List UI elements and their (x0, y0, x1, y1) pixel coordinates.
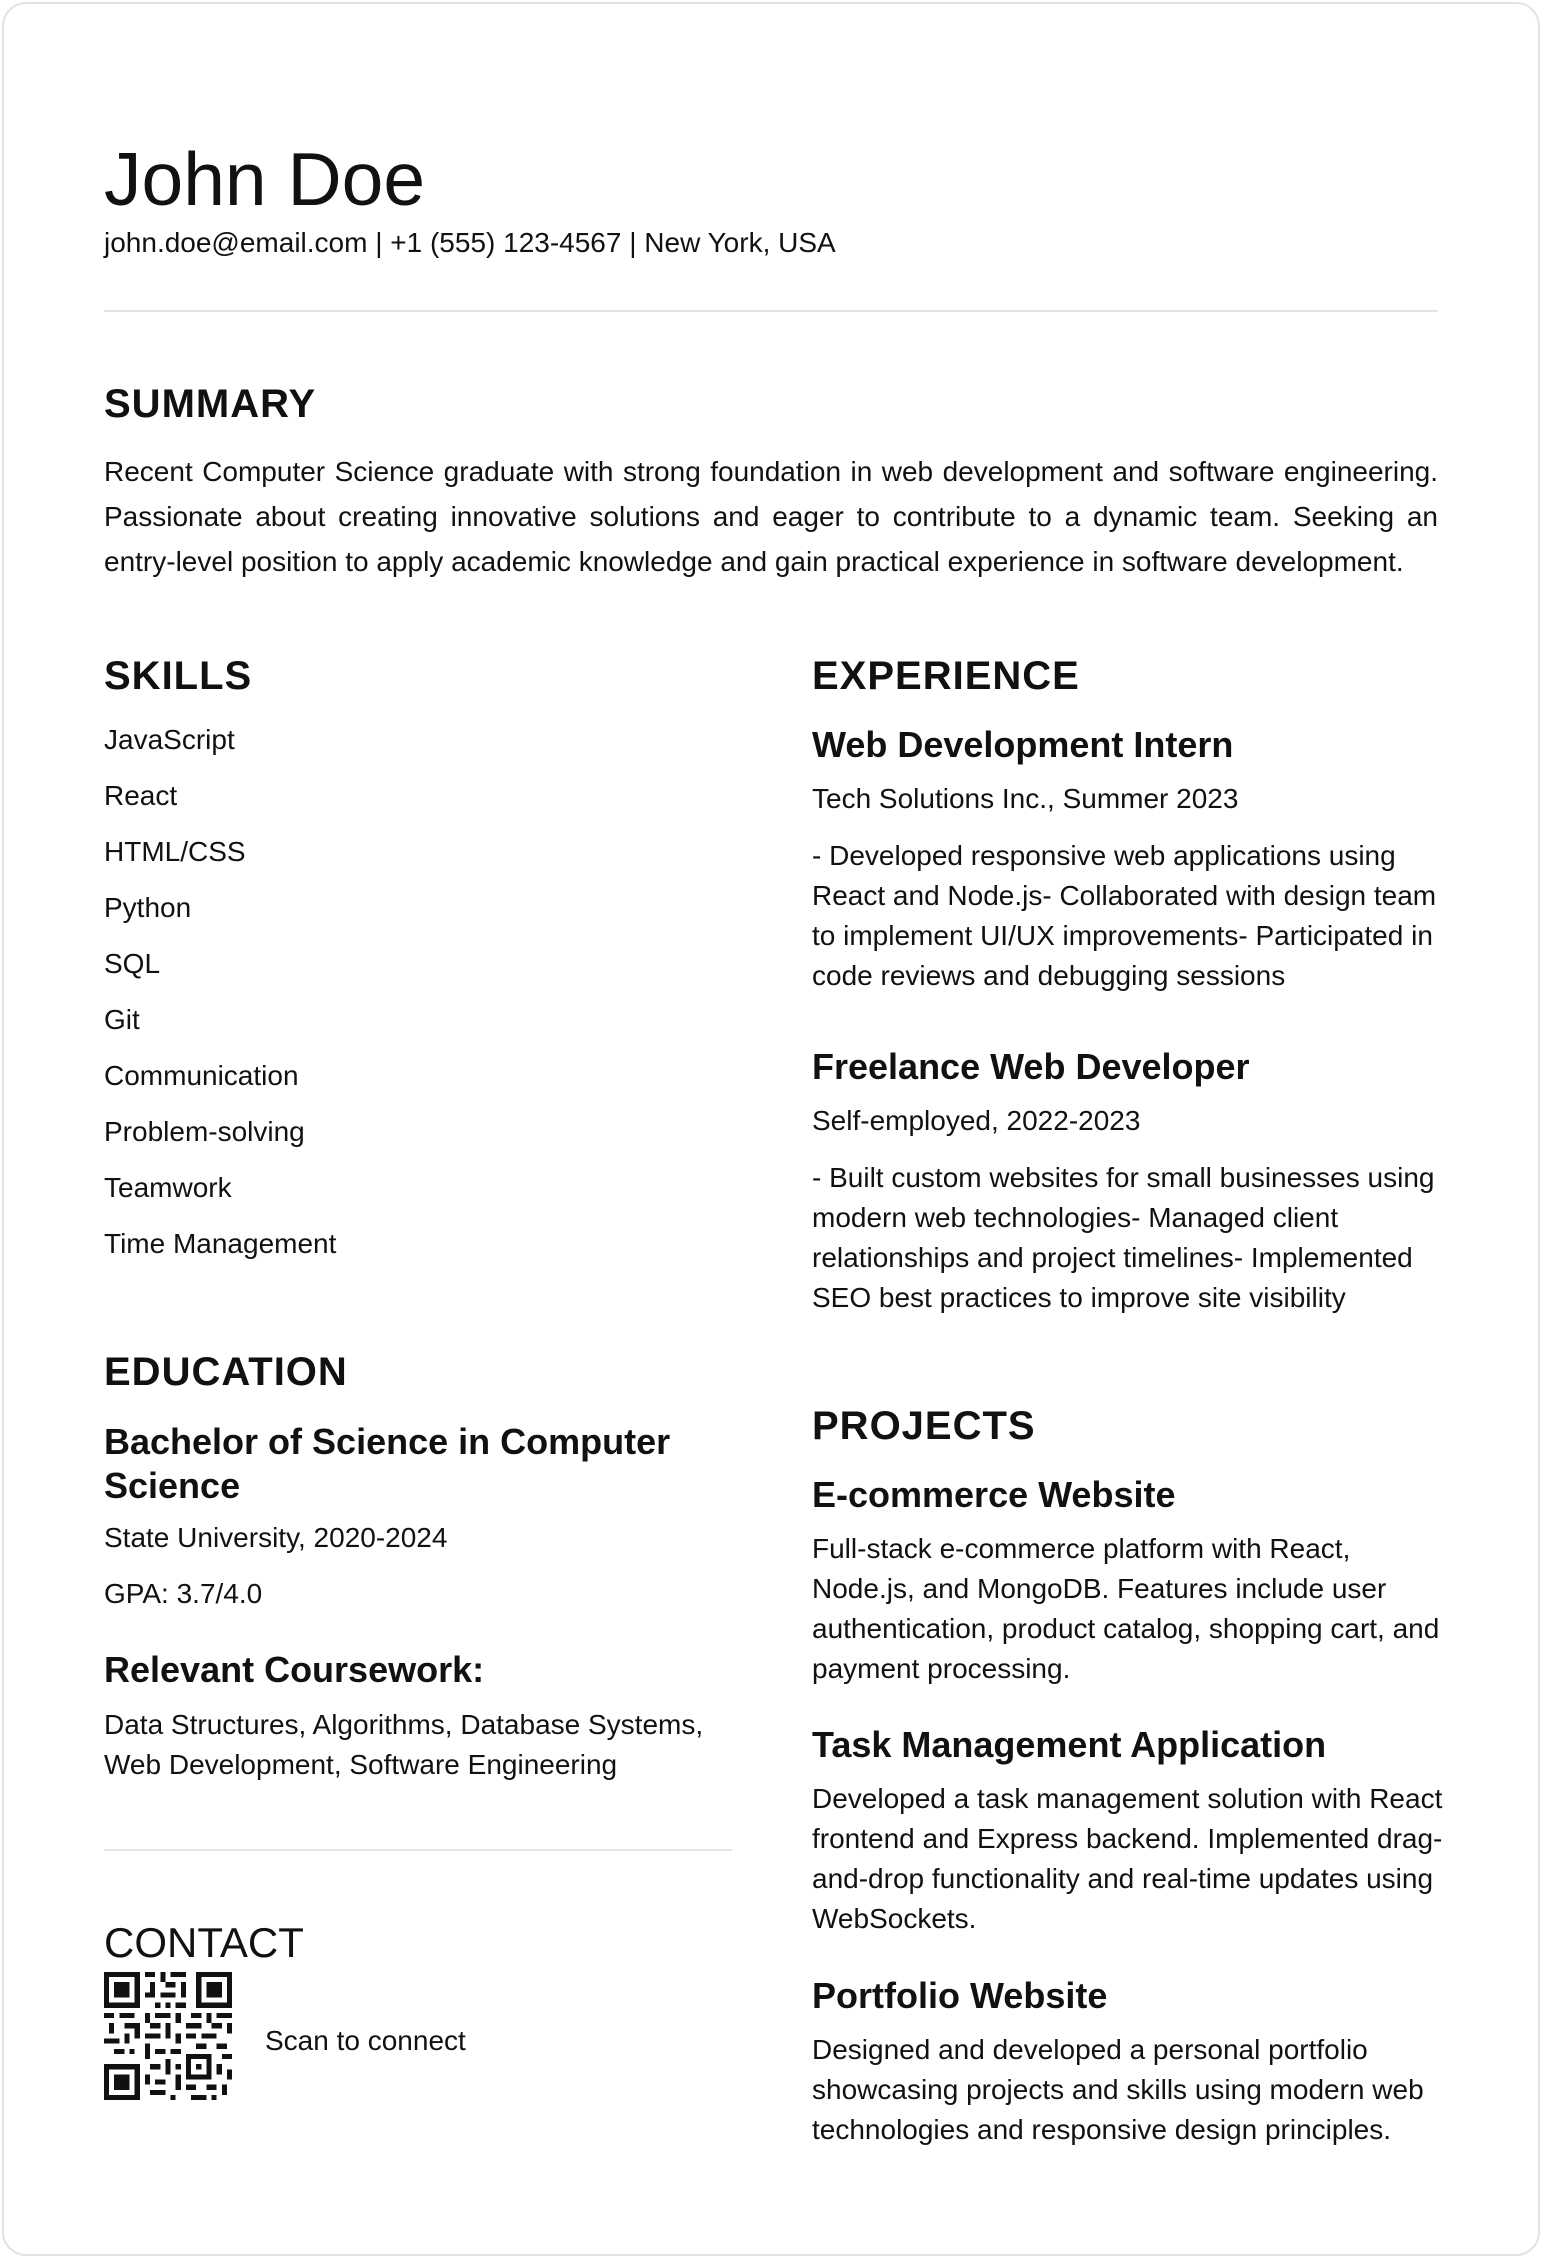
education-divider (104, 1849, 732, 1851)
school-line: State University, 2020-2024 (104, 1522, 448, 1553)
skill-item: Python (104, 892, 192, 923)
job-description: - Built custom websites for small businesses using modern web technologies- Managed client relationships and project timelines- Implemented SEO best practices to improve site visibility (812, 1162, 1435, 1313)
summary-heading: SUMMARY (104, 382, 317, 426)
skill-item: Git (104, 1004, 140, 1035)
projects-heading: PROJECTS (812, 1404, 1036, 1448)
project-title: E-commerce Website (812, 1474, 1176, 1515)
header-divider (104, 310, 1438, 312)
degree-title: Bachelor of Science in Computer Science (104, 1421, 671, 1506)
job-meta: Self-employed, 2022-2023 (812, 1105, 1141, 1136)
skill-item: Communication (104, 1060, 299, 1091)
skill-item: Teamwork (104, 1172, 232, 1203)
skill-item: JavaScript (104, 724, 235, 755)
project-description: Developed a task management solution with React frontend and Express backend. Implemented drag-and-drop functionality and real-time updates using WebSockets. (812, 1783, 1443, 1934)
qr-caption: Scan to connect (265, 2025, 466, 2056)
qr-code-icon[interactable] (104, 1972, 232, 2100)
skills-heading: SKILLS (104, 654, 253, 698)
job-title: Freelance Web Developer (812, 1046, 1250, 1087)
contact-line: john.doe@email.com | +1 (555) 123-4567 | New York, USA (104, 227, 836, 258)
project-title: Task Management Application (812, 1724, 1327, 1765)
skill-item: Time Management (104, 1228, 337, 1259)
project-description: Full-stack e-commerce platform with React, Node.js, and MongoDB. Features include user authentication, product catalog, shopping cart, and payment processing. (812, 1533, 1440, 1684)
job-title: Web Development Intern (812, 724, 1234, 765)
coursework-text: Data Structures, Algorithms, Database Systems, Web Development, Software Engineering (104, 1709, 704, 1780)
education-heading: EDUCATION (104, 1350, 348, 1394)
job-description: - Developed responsive web applications using React and Node.js- Collaborated with design team to implement UI/UX improvements- Participated in code reviews and debugging sessions (812, 840, 1437, 991)
project-title: Portfolio Website (812, 1975, 1108, 2016)
skill-item: React (104, 780, 178, 811)
job-meta: Tech Solutions Inc., Summer 2023 (812, 783, 1239, 814)
project-description: Designed and developed a personal portfolio showcasing projects and skills using modern web technologies and responsive design principles. (812, 2034, 1424, 2145)
experience-heading: EXPERIENCE (812, 654, 1080, 698)
candidate-name: John Doe (104, 137, 426, 221)
gpa-line: GPA: 3.7/4.0 (104, 1578, 263, 1609)
contact-heading: CONTACT (104, 1919, 304, 1966)
coursework-heading: Relevant Coursework: (104, 1649, 485, 1690)
skill-item: Problem-solving (104, 1116, 305, 1147)
summary-text: Recent Computer Science graduate with strong foundation in web development and software engineering. Passionate about creating innovative solutions and eager to contribute to a dynamic team. Seeking an entry-level position to apply academic knowledge and gain practical experience in software development. (104, 456, 1438, 577)
skill-item: HTML/CSS (104, 836, 246, 867)
skill-item: SQL (104, 948, 161, 979)
